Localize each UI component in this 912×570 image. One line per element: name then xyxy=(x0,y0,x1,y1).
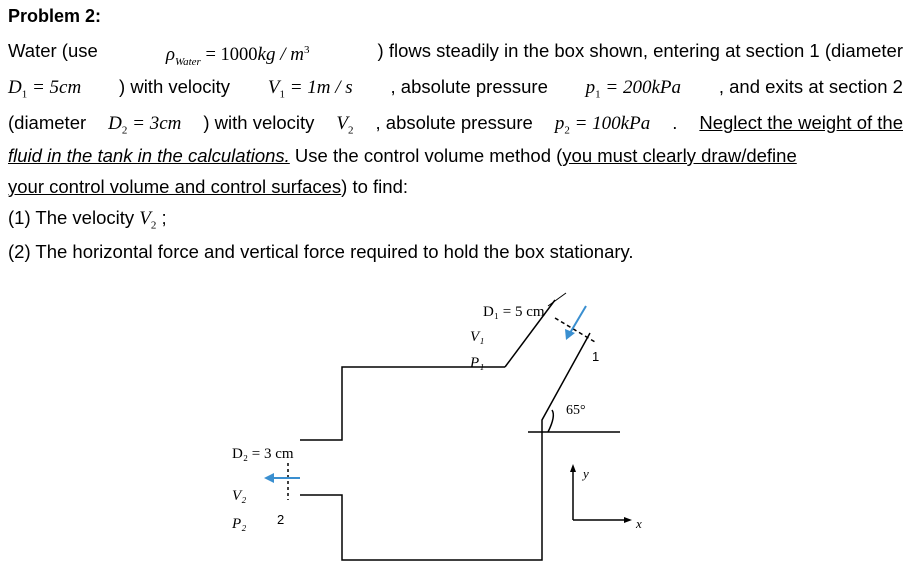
y-axis-arrowhead xyxy=(570,464,576,472)
line3-text-c: , absolute pressure xyxy=(375,112,533,133)
p1-expression: $p_1 = 200kPa$ xyxy=(585,77,682,101)
v2-label: V₂ xyxy=(232,488,247,504)
line2-text-b: , absolute pressure xyxy=(390,76,548,97)
line4-text-a: Use the control volume method ( xyxy=(289,145,563,166)
angle-label: 65° xyxy=(566,403,586,418)
line3-text-b: ) with velocity xyxy=(203,112,315,133)
line1-text-a: Water (use xyxy=(8,40,98,61)
x-axis-arrowhead xyxy=(624,517,632,523)
exit-flow-arrowhead xyxy=(264,473,274,483)
density-expression: $\rho_{Water} = 1000kg / m^3$ xyxy=(165,44,310,68)
inlet-flow-arrow xyxy=(570,306,586,333)
problem-line-6: (1) The velocity $V_2$ ; xyxy=(8,207,167,232)
d1-label: D₁ = 5 cm xyxy=(483,304,545,320)
p2-expression: $p_2 = 100kPa$ xyxy=(554,113,651,137)
v1-label: V₁ xyxy=(470,329,485,345)
d2-label: D₂ = 3 cm xyxy=(232,446,294,462)
v2-expression: $V_2$ xyxy=(336,113,354,137)
neglect-weight-text-cont: fluid in the tank in the calculations. xyxy=(8,145,290,166)
line2-text-c: , and exits at section 2 xyxy=(718,76,903,97)
question-1-text: (1) The velocity xyxy=(8,207,140,228)
problem-title: Problem 2: xyxy=(8,6,102,26)
line5-text-a: ) to find: xyxy=(341,176,409,197)
line3-text-d: . xyxy=(672,112,678,133)
v1-expression: $V_1 = 1m / s$ xyxy=(267,77,353,101)
p2-label: P₂ xyxy=(232,516,247,532)
question-2-text: (2) The horizontal force and vertical force required to hold the box stationary. xyxy=(8,241,634,262)
line2-text-a: ) with velocity xyxy=(119,76,231,97)
section-1-line xyxy=(555,318,595,342)
control-volume-instruction: you must clearly draw/define xyxy=(562,145,797,166)
neglect-weight-text: Neglect the weight of the xyxy=(699,112,903,133)
p1-label: P₁ xyxy=(470,355,485,371)
section-1-label: 1 xyxy=(592,349,600,364)
box-outline-left xyxy=(300,367,505,440)
v2-symbol: V xyxy=(139,208,151,229)
d1-leader-line xyxy=(548,293,566,306)
d2-expression: $D_2 = 3cm$ xyxy=(108,113,182,137)
line1-text-b: ) flows steadily in the box shown, entering at section 1 (diameter xyxy=(377,40,903,61)
section-2-label: 2 xyxy=(277,512,285,527)
inlet-flow-arrowhead xyxy=(565,329,575,340)
line3-text-a: (diameter xyxy=(8,112,87,133)
angle-arc xyxy=(548,410,553,432)
x-axis-label: x xyxy=(636,516,642,531)
d1-expression: $D_1 = 5cm$ xyxy=(8,77,82,101)
control-volume-instruction-cont: your control volume and control surfaces xyxy=(8,176,342,197)
y-axis-label: y xyxy=(583,466,589,481)
